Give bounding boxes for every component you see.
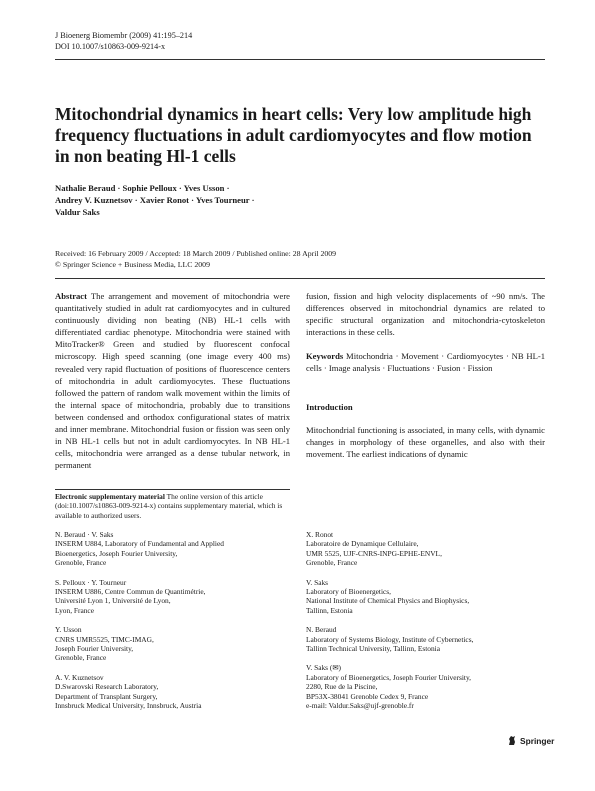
affiliation-block [306, 663, 545, 710]
affiliation-line: BP53X-38041 Grenoble Cedex 9, France [306, 691, 429, 701]
affiliations-right [306, 530, 545, 721]
affiliation-line: INSERM U884, Laboratory of Fundamental and Applied [55, 539, 224, 549]
affiliation-block [55, 530, 295, 568]
affiliation-line: N. Beraud [306, 625, 337, 635]
affiliations-left [55, 530, 295, 721]
affiliation-line: INSERM U886, Centre Commun de Quantimétrie, [55, 587, 206, 597]
esm-note [55, 492, 290, 520]
author-line: Valdur Saks [55, 207, 100, 217]
affiliation-line: Lyon, France [55, 605, 94, 615]
affiliation-block [306, 530, 545, 568]
article-history [55, 249, 545, 270]
keywords-paragraph [306, 350, 545, 374]
affiliation-line: Laboratory of Systems Biology, Institute of Cybernetics, [306, 634, 474, 644]
header-rule [55, 59, 545, 60]
affiliation-line: Grenoble, France [55, 653, 107, 663]
affiliation-line: Laboratoire de Dynamique Cellulaire, [306, 539, 419, 549]
affiliation-line: D.Swarovski Research Laboratory, [55, 682, 159, 692]
affiliation-line: Innsbruck Medical University, Innsbruck, Austria [55, 701, 202, 711]
affiliation-line: Tallinn Technical University, Tallinn, Estonia [306, 644, 440, 654]
copyright-line: © Springer Science + Business Media, LLC 2009 [55, 259, 210, 269]
affiliation-block [306, 625, 545, 653]
affiliation-line: Joseph Fourier University, [55, 644, 134, 654]
affiliation-line: Y. Usson [55, 625, 82, 635]
affiliation-line: Laboratory of Bioenergetics, Joseph Fourier University, [306, 672, 472, 682]
affiliation-block [55, 578, 295, 616]
abstract-paragraph [55, 290, 290, 471]
springer-horse-icon [507, 735, 517, 746]
affiliation-line: Université Lyon 1, Université de Lyon, [55, 596, 171, 606]
email-link[interactable]: e-mail: Valdur.Saks@ujf-grenoble.fr [306, 701, 414, 711]
abstract-text: The arrangement and movement of mitochondria were quantitatively studied in adult rat cardiomyocytes and in cultured continuously dividing non beating (NB) HL-1 cells with differentiated cardiac phenotype. Mitochondria were stained with MitoTracker® Green and studied by fluorescent confocal microscopy. High speed scanning (one image every 400 ms) revealed very rapid fluctuation of positions of fluorescence centers of mitochondria in adult cardiomyocytes. These fluctuations followed the pattern of random walk movement within the limits of the internal space of mitochondria, probably due to transitions between condensed and orthodox configurational states of matrix and inner membrane. Mitochondrial fusion or fission was seen only in NB HL-1 cells but not in adult cardiomyocytes. In NB HL-1 cells, mitochondria were arranged as a dense tubular network, in permanent [55, 291, 290, 471]
dates-line: Received: 16 February 2009 / Accepted: 18 March 2009 / Published online: 28 April 2009 [55, 249, 337, 258]
author-line: Nathalie Beraud · Sophie Pelloux · Yves Usson · [55, 183, 230, 193]
section-rule [55, 278, 545, 279]
affiliation-line: 2280, Rue de la Piscine, [306, 682, 378, 692]
keywords-label: Keywords [306, 351, 344, 362]
keywords-text: Mitochondria · Movement · Cardiomyocytes · NB HL-1 cells · Image analysis · Fluctuations · Fusion · Fission [306, 351, 546, 374]
publisher-name: Springer [520, 735, 555, 746]
affiliation-line: Grenoble, France [306, 558, 358, 568]
publisher-logo [507, 735, 554, 746]
journal-citation: J Bioenerg Biomembr (2009) 41:195–214 [55, 31, 193, 40]
abstract-label: Abstract [55, 291, 87, 301]
affiliation-line: Grenoble, France [55, 558, 107, 568]
affiliation-block [55, 673, 295, 711]
affiliation-line: Bioenergetics, Joseph Fourier University, [55, 548, 178, 558]
esm-rule [55, 489, 290, 490]
introduction-heading: Introduction [306, 401, 353, 412]
abstract-column [55, 290, 290, 471]
paper-title: Mitochondrial dynamics in heart cells: Very low amplitude high frequency fluctuations in adult cardiomyocytes and flow motion in non beating Hl-1 cells [55, 104, 532, 166]
affiliation-line: V. Saks (✉) [306, 663, 342, 673]
affiliation-line: N. Beraud · V. Saks [55, 530, 114, 539]
affiliation-block [55, 625, 295, 663]
affiliation-line: X. Ronot [306, 530, 334, 539]
affiliation-line: Tallinn, Estonia [306, 605, 353, 615]
author-list [55, 182, 355, 218]
affiliation-line: A. V. Kuznetsov [55, 672, 104, 682]
journal-header [55, 31, 192, 52]
affiliation-line: V. Saks [306, 577, 329, 587]
affiliation-line: UMR 5525, UJF-CNRS-INPG-EPHE-ENVL, [306, 548, 442, 558]
esm-text: The online version of this article (doi:10.1007/s10863-009-9214-x) contains supplementary material, which is available to authorized users. [55, 492, 283, 520]
right-column [306, 290, 545, 460]
affiliation-block [306, 578, 545, 616]
affiliation-line: National Institute of Chemical Physics and Biophysics, [306, 596, 470, 606]
esm-label: Electronic supplementary material [55, 492, 165, 501]
affiliation-line: CNRS UMR5525, TIMC-IMAG, [55, 634, 154, 644]
introduction-text: Mitochondrial functioning is associated, in many cells, with dynamic changes in morphology of these organelles, and also with their movement. The earliest indications of dynamic [306, 424, 545, 459]
affiliation-line: Department of Transplant Surgery, [55, 691, 158, 701]
author-line: Andrey V. Kuznetsov · Xavier Ronot · Yves Tourneur · [55, 195, 255, 205]
abstract-continued: fusion, fission and high velocity displacements of ~90 nm/s. The differences observed in mitochondrial dynamics are related to specific structural organization and mitochondria-cytoskeleton interactions in these cells. [306, 291, 545, 338]
doi: DOI 10.1007/s10863-009-9214-x [55, 41, 166, 51]
affiliation-line: S. Pelloux · Y. Tourneur [55, 577, 127, 587]
affiliation-line: Laboratory of Bioenergetics, [306, 587, 392, 597]
